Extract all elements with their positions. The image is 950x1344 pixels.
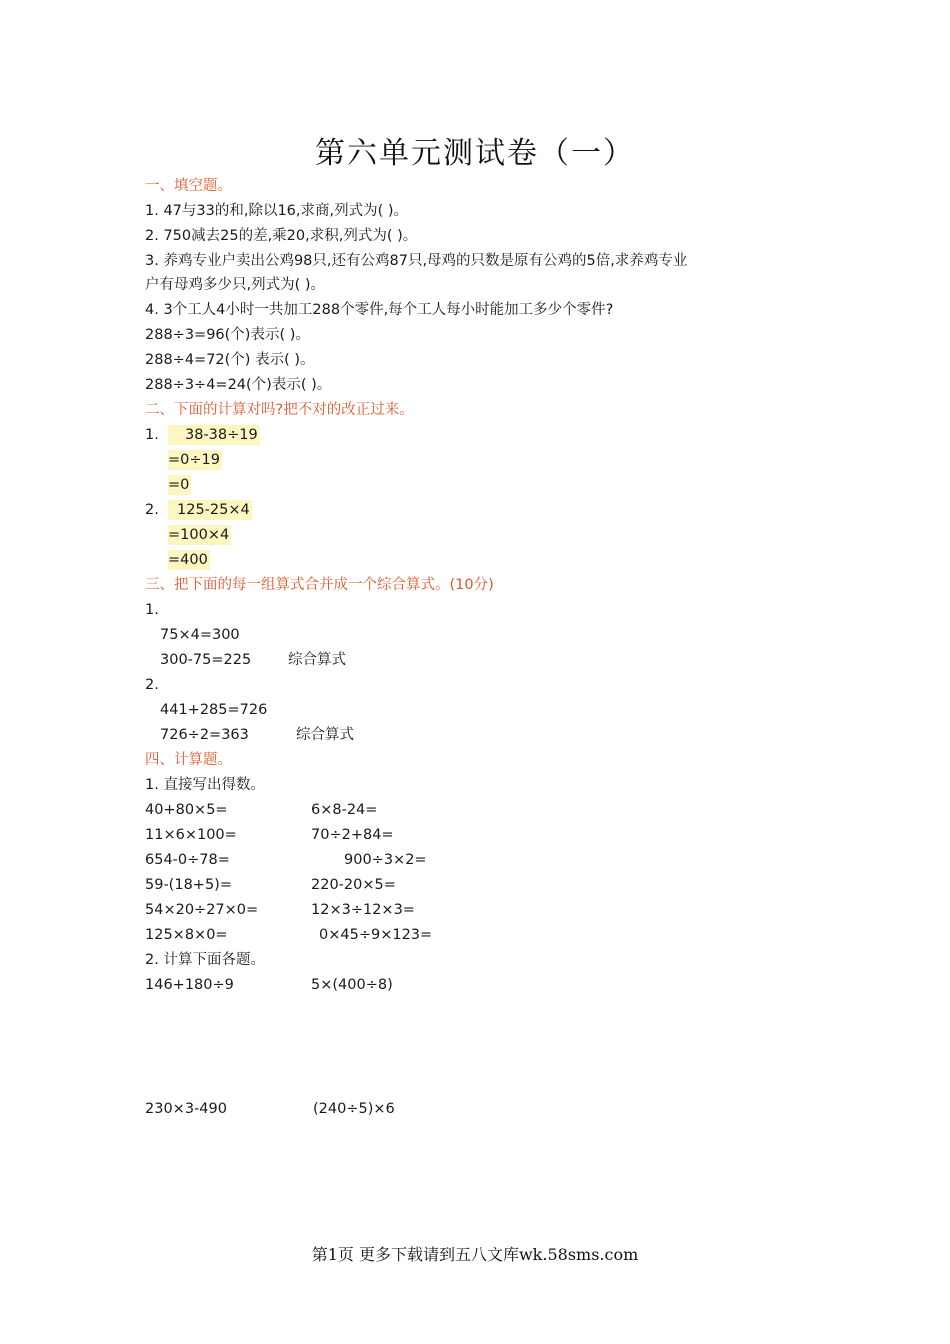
- question-3-line-2: 户有母鸡多少只,列式为( )。: [145, 277, 326, 293]
- group-1-combined-label: 综合算式: [288, 652, 346, 668]
- oral-calc-item: 220-20×5=: [311, 877, 396, 893]
- oral-calc-item: 6×8-24=: [311, 802, 378, 818]
- written-calc-item: 146+180÷9: [145, 977, 234, 993]
- question-4: 4. 3个工人4小时一共加工288个零件,每个工人每小时能加工多少个零件?: [145, 302, 614, 318]
- section-heading-check-calc: 二、下面的计算对吗?把不对的改正过来。: [145, 402, 414, 418]
- group-2-step-b: 726÷2=363: [160, 727, 249, 743]
- group-2-combined-label: 综合算式: [296, 727, 354, 743]
- question-2: 2. 750减去25的差,乘20,求积,列式为( )。: [145, 228, 418, 244]
- page-title: 第六单元测试卷（一）: [315, 136, 635, 171]
- problem-2-number: 2.: [145, 502, 159, 518]
- question-1: 1. 47与33的和,除以16,求商,列式为( )。: [145, 203, 409, 219]
- problem-2-line-3: =400: [168, 552, 208, 568]
- subquestion-1: 1. 直接写出得数。: [145, 777, 265, 793]
- oral-calc-item: 125×8×0=: [145, 927, 228, 943]
- problem-1-line-3: =0: [168, 477, 190, 493]
- written-calc-item: (240÷5)×6: [313, 1101, 395, 1117]
- group-1-step-a: 75×4=300: [160, 627, 240, 643]
- section-heading-combine: 三、把下面的每一组算式合并成一个综合算式。(10分): [145, 577, 494, 593]
- subquestion-2: 2. 计算下面各题。: [145, 952, 265, 968]
- question-4-part-c: 288÷3÷4=24(个)表示( )。: [145, 377, 332, 393]
- oral-calc-item: 59-(18+5)=: [145, 877, 232, 893]
- section-heading-fill-blank: 一、填空题。: [145, 178, 232, 194]
- group-2-number: 2.: [145, 677, 159, 693]
- question-4-part-b: 288÷4=72(个) 表示( )。: [145, 352, 315, 368]
- oral-calc-item: 11×6×100=: [145, 827, 237, 843]
- problem-2-line-2: =100×4: [168, 527, 230, 543]
- oral-calc-item: 900÷3×2=: [344, 852, 427, 868]
- group-2-step-a: 441+285=726: [160, 702, 268, 718]
- oral-calc-item: 654-0÷78=: [145, 852, 230, 868]
- problem-1-line-2: =0÷19: [168, 452, 220, 468]
- problem-2-line-1: 125-25×4: [168, 500, 252, 520]
- problem-1-number: 1.: [145, 427, 159, 443]
- section-heading-compute: 四、计算题。: [145, 752, 232, 768]
- written-calc-item: 230×3-490: [145, 1101, 227, 1117]
- oral-calc-item: 40+80×5=: [145, 802, 228, 818]
- oral-calc-item: 70÷2+84=: [311, 827, 394, 843]
- oral-calc-item: 54×20÷27×0=: [145, 902, 259, 918]
- oral-calc-item: 12×3÷12×3=: [311, 902, 415, 918]
- question-3-line-1: 3. 养鸡专业户卖出公鸡98只,还有公鸡87只,母鸡的只数是原有公鸡的5倍,求养鸡专业: [145, 253, 688, 269]
- oral-calc-item: 0×45÷9×123=: [319, 927, 433, 943]
- problem-1-line-1: 38-38÷19: [168, 425, 260, 445]
- group-1-number: 1.: [145, 602, 159, 618]
- group-1-step-b: 300-75=225: [160, 652, 252, 668]
- written-calc-item: 5×(400÷8): [311, 977, 393, 993]
- question-4-part-a: 288÷3=96(个)表示( )。: [145, 327, 310, 343]
- page-footer: 第1页 更多下载请到五八文库wk.58sms.com: [311, 1245, 639, 1264]
